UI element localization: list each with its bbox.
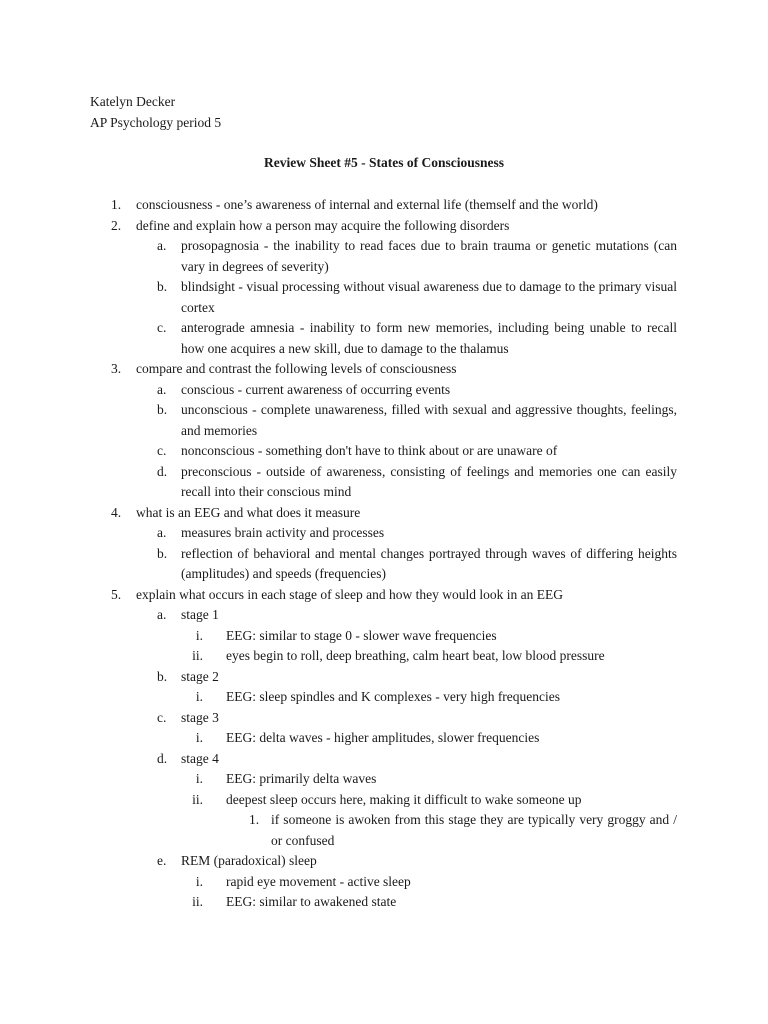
list-item-text: EEG: delta waves - higher amplitudes, slower frequencies <box>226 730 540 745</box>
list-marker: 5. <box>111 586 122 602</box>
list-item <box>0 359 768 380</box>
list-item-text: compare and contrast the following levels of consciousness <box>136 361 457 376</box>
list-marker: 1. <box>249 812 260 827</box>
list-item <box>0 851 768 872</box>
list-marker: a. <box>157 238 167 253</box>
list-item <box>0 503 768 524</box>
student-name: Katelyn Decker <box>90 94 176 109</box>
list-item <box>0 441 768 462</box>
list-marker: 4. <box>111 504 122 520</box>
list-item-text: explain what occurs in each stage of sleep and how they would look in an EEG <box>136 586 564 602</box>
list-marker: c. <box>157 443 167 458</box>
list-marker: d. <box>157 463 168 479</box>
class-name: AP Psychology period 5 <box>90 114 222 130</box>
list-item-text: if someone is awoken from this stage they are typically very groggy and / or confused <box>271 812 677 848</box>
list-item <box>0 646 768 667</box>
list-item <box>0 687 768 708</box>
list-marker: i. <box>195 627 203 643</box>
list-item <box>0 380 768 401</box>
list-item-text: reflection of behavioral and mental changes portrayed through waves of differing heights (amplitudes) and speeds (frequencies) <box>181 545 677 581</box>
list-marker: i. <box>195 873 203 889</box>
list-item-text: anterograde amnesia - inability to form new memories, including being unable to recall how one acquires a new skill, due to damage to the thalamus <box>181 320 677 356</box>
list-item <box>0 462 768 503</box>
list-item <box>0 318 768 359</box>
list-item <box>0 667 768 688</box>
list-marker: c. <box>157 320 167 335</box>
list-item <box>0 216 768 237</box>
list-item-text: stage 1 <box>181 607 219 622</box>
list-item-text: conscious - current awareness of occurring events <box>181 381 451 397</box>
list-item-text: deepest sleep occurs here, making it difficult to wake someone up <box>226 791 582 807</box>
list-item-text: EEG: similar to awakened state <box>226 894 397 909</box>
list-item <box>0 626 768 647</box>
list-marker: e. <box>157 853 167 868</box>
list-item-text: eyes begin to roll, deep breathing, calm heart beat, low blood pressure <box>226 648 605 663</box>
list-marker: ii. <box>192 648 203 663</box>
list-marker: 2. <box>111 217 122 233</box>
list-item <box>0 277 768 318</box>
document-title: Review Sheet #5 - States of Consciousness <box>264 155 504 170</box>
list-item-text: EEG: primarily delta waves <box>226 771 377 786</box>
list-item-text: unconscious - complete unawareness, filled with sexual and aggressive thoughts, feelings, and memories <box>181 402 677 438</box>
list-marker: a. <box>157 607 167 622</box>
list-item <box>0 544 768 585</box>
list-marker: b. <box>157 545 168 561</box>
list-item-text: stage 4 <box>181 750 219 766</box>
list-marker: 3. <box>111 361 122 376</box>
list-item <box>0 728 768 749</box>
list-item-text: rapid eye movement - active sleep <box>226 873 411 889</box>
list-item <box>0 872 768 893</box>
list-item-text: EEG: similar to stage 0 - slower wave frequencies <box>226 627 497 643</box>
list-item-text: define and explain how a person may acquire the following disorders <box>136 217 510 233</box>
list-item-text: measures brain activity and processes <box>181 525 385 540</box>
list-marker: b. <box>157 668 168 684</box>
list-item <box>0 810 768 851</box>
list-item <box>0 236 768 277</box>
list-item-text: EEG: sleep spindles and K complexes - very high frequencies <box>226 689 561 704</box>
list-item <box>0 400 768 441</box>
list-marker: i. <box>195 730 203 745</box>
list-marker: b. <box>157 402 168 417</box>
header-block <box>90 92 221 133</box>
list-item-text: consciousness - one’s awareness of internal and external life (themself and the world) <box>136 197 598 212</box>
list-item-text: what is an EEG and what does it measure <box>136 504 361 520</box>
outline-list <box>0 195 768 913</box>
list-item <box>0 769 768 790</box>
list-marker: i. <box>195 689 203 704</box>
list-item <box>0 708 768 729</box>
list-marker: a. <box>157 381 167 397</box>
list-marker: ii. <box>192 791 203 807</box>
list-item <box>0 892 768 913</box>
list-marker: d. <box>157 750 168 766</box>
list-item <box>0 585 768 606</box>
list-item <box>0 523 768 544</box>
list-item-text: blindsight - visual processing without visual awareness due to damage to the primary visual cortex <box>181 279 677 315</box>
list-item-text: stage 3 <box>181 709 219 725</box>
list-item-text: stage 2 <box>181 668 219 684</box>
list-item-text: nonconscious - something don't have to think about or are unaware of <box>181 443 558 458</box>
list-marker: c. <box>157 709 167 725</box>
list-item <box>0 790 768 811</box>
list-marker: a. <box>157 525 167 540</box>
list-item <box>0 605 768 626</box>
list-item-text: preconscious - outside of awareness, consisting of feelings and memories one can easily recall into their conscious mind <box>181 463 677 499</box>
list-marker: 1. <box>111 197 122 212</box>
list-item-text: REM (paradoxical) sleep <box>181 853 317 868</box>
list-item-text: prosopagnosia - the inability to read faces due to brain trauma or genetic mutations (can vary in degrees of severity) <box>181 238 677 274</box>
list-marker: i. <box>195 771 203 786</box>
list-marker: b. <box>157 279 168 294</box>
list-marker: ii. <box>192 894 203 909</box>
list-item <box>0 749 768 770</box>
list-item <box>0 195 768 216</box>
